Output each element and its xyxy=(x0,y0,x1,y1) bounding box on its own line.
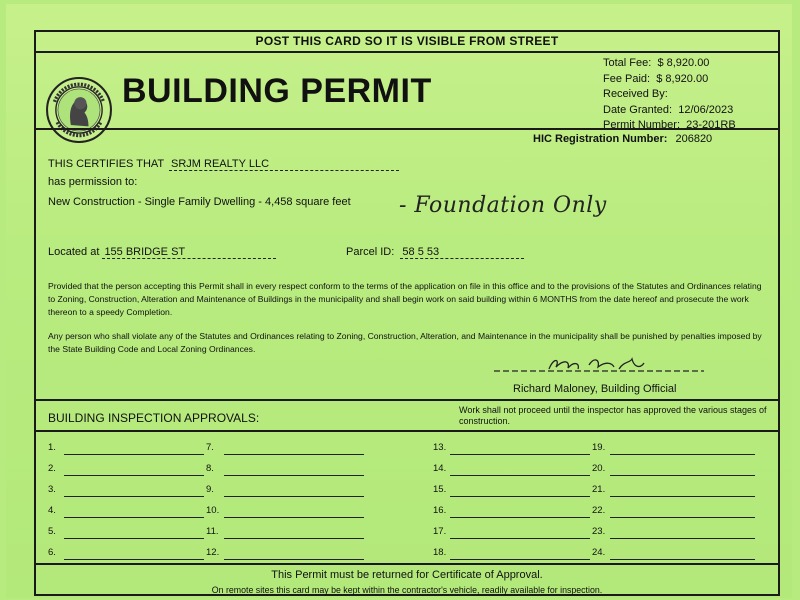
certifies-label: THIS CERTIFIES THAT xyxy=(48,158,164,170)
total-fee-value: $ 8,920.00 xyxy=(657,57,710,69)
hic-value: 206820 xyxy=(675,133,713,145)
approval-signature-line[interactable] xyxy=(224,475,364,476)
penalty-paragraph: Any person who shall violate any of the Statutes and Ordinances relating to Zoning, Construction, Alteration, and Maintenance in the municipality shall be punished by penalties imposed by the State Building Code and Local Zoning Ordinances. xyxy=(48,331,762,354)
approval-signature-line[interactable] xyxy=(610,559,755,560)
hic-registration xyxy=(533,133,712,145)
approval-signature-line[interactable] xyxy=(610,454,755,455)
divider xyxy=(36,430,778,432)
official-name: Richard Maloney, Building Official xyxy=(513,383,677,395)
approval-signature-line[interactable] xyxy=(64,454,204,455)
received-by-label: Received By: xyxy=(603,88,668,100)
permit-number-label: Permit Number: xyxy=(603,119,681,131)
approval-number: 3. xyxy=(48,484,56,495)
approval-number: 17. xyxy=(433,526,447,537)
approval-signature-line[interactable] xyxy=(224,496,364,497)
approval-number: 11. xyxy=(206,526,219,537)
located-label: Located at xyxy=(48,246,100,258)
fee-block xyxy=(603,56,736,134)
permission-label: has permission to: xyxy=(48,176,138,188)
fee-paid-value: $ 8,920.00 xyxy=(656,72,709,85)
footer-return-notice: This Permit must be returned for Certificate of Approval. xyxy=(271,569,543,581)
divider xyxy=(36,128,778,130)
approval-signature-line[interactable] xyxy=(610,496,755,497)
approval-number: 15. xyxy=(433,484,447,495)
official-signature xyxy=(494,355,724,377)
approval-signature-line[interactable] xyxy=(224,559,364,560)
location-line xyxy=(48,246,276,259)
approval-number: 24. xyxy=(592,547,606,558)
parcel-value: 58 5 53 xyxy=(400,246,524,259)
permit-card xyxy=(6,4,792,598)
work-description: New Construction - Single Family Dwelling - 4,458 square feet xyxy=(48,196,351,208)
approval-signature-line[interactable] xyxy=(610,517,755,518)
approval-number: 1. xyxy=(48,442,56,453)
approval-signature-line[interactable] xyxy=(610,538,755,539)
approval-number: 2. xyxy=(48,463,56,474)
total-fee-label: Total Fee: xyxy=(603,57,652,69)
approval-signature-line[interactable] xyxy=(450,538,590,539)
divider xyxy=(36,399,778,401)
approval-number: 16. xyxy=(433,505,447,516)
approval-signature-line[interactable] xyxy=(610,475,755,476)
parcel-label: Parcel ID: xyxy=(346,246,395,258)
approval-number: 18. xyxy=(433,547,447,558)
approval-signature-line[interactable] xyxy=(450,496,590,497)
inspection-title: BUILDING INSPECTION APPROVALS: xyxy=(48,411,260,425)
approval-number: 23. xyxy=(592,526,606,537)
approval-number: 14. xyxy=(433,463,447,474)
approval-signature-line[interactable] xyxy=(64,517,204,518)
approval-number: 20. xyxy=(592,463,606,474)
address-value: 155 BRIDGE ST xyxy=(102,246,276,259)
approval-number: 9. xyxy=(206,484,214,495)
approval-number: 22. xyxy=(592,505,606,516)
approval-number: 12. xyxy=(206,547,220,558)
approval-signature-line[interactable] xyxy=(64,496,204,497)
page-title: BUILDING PERMIT xyxy=(122,72,432,110)
permit-number-value: 23-201RB xyxy=(686,119,736,131)
date-granted-label: Date Granted: xyxy=(603,103,673,116)
approval-number: 7. xyxy=(206,442,214,453)
approval-number: 10. xyxy=(206,505,220,516)
approval-signature-line[interactable] xyxy=(224,517,364,518)
permit-holder: SRJM REALTY LLC xyxy=(169,158,399,171)
divider xyxy=(36,563,778,565)
approval-number: 13. xyxy=(433,442,447,453)
approval-signature-line[interactable] xyxy=(450,517,590,518)
approval-signature-line[interactable] xyxy=(64,559,204,560)
approval-signature-line[interactable] xyxy=(450,454,590,455)
town-seal-icon xyxy=(45,76,113,144)
approval-signature-line[interactable] xyxy=(450,475,590,476)
certifies-line xyxy=(48,158,399,171)
post-notice: POST THIS CARD SO IT IS VISIBLE FROM STREET xyxy=(255,34,559,48)
parcel-line xyxy=(346,246,524,259)
hic-label: HIC Registration Number: xyxy=(533,133,668,145)
divider xyxy=(36,51,778,53)
approval-signature-line[interactable] xyxy=(450,559,590,560)
approval-signature-line[interactable] xyxy=(224,538,364,539)
approval-signature-line[interactable] xyxy=(64,475,204,476)
approval-number: 21. xyxy=(592,484,606,495)
handwritten-note: - Foundation Only xyxy=(399,193,607,218)
approval-number: 6. xyxy=(48,547,56,558)
approval-signature-line[interactable] xyxy=(224,454,364,455)
approval-number: 4. xyxy=(48,505,56,516)
approval-signature-line[interactable] xyxy=(64,538,204,539)
date-granted-value: 12/06/2023 xyxy=(678,103,734,116)
permit-frame xyxy=(34,30,780,596)
inspection-note: Work shall not proceed until the inspector has approved the various stages of construction. xyxy=(459,405,767,426)
approval-number: 19. xyxy=(592,442,606,453)
footer-remote-notice: On remote sites this card may be kept within the contractor's vehicle, readily available for inspection. xyxy=(211,585,603,595)
approval-number: 5. xyxy=(48,526,56,537)
conditions-paragraph: Provided that the person accepting this Permit shall in every respect conform to the terms of the application on file in this office and to the provisions of the Statutes and Ordinances relating to Zoning, Construction, Alteration and Maintenance of Buildings in the municipality and shall begin work on said building within 6 MONTHS from the date hereof and prosecute the work thereon to a speedy Completion. xyxy=(48,281,762,317)
fee-paid-label: Fee Paid: xyxy=(603,72,651,85)
approval-number: 8. xyxy=(206,463,214,474)
